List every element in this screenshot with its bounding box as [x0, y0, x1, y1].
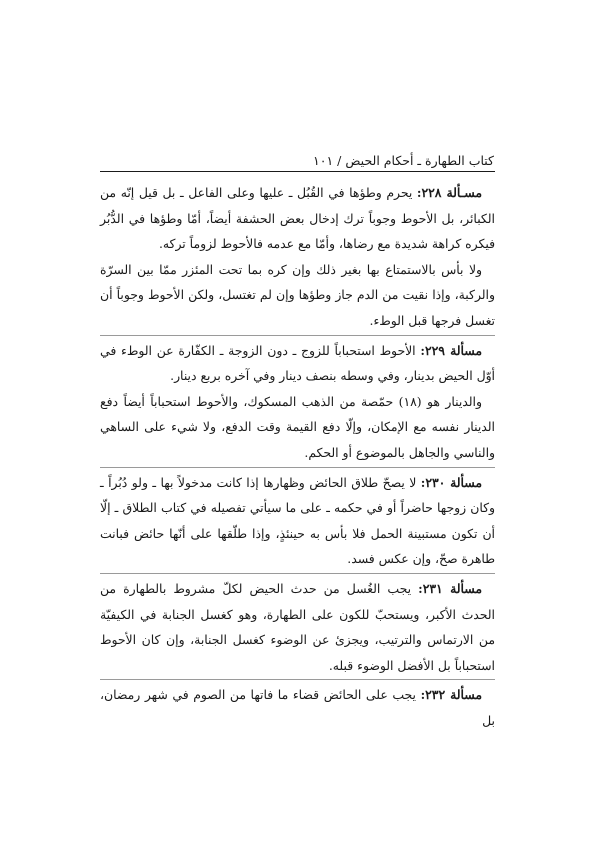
issue-number: مسألة ٢٣١: [418, 580, 482, 596]
issue-228-continuation [100, 257, 495, 334]
issue-231-paragraph [100, 576, 495, 678]
paragraph-text: والدينار هو (١٨) حمّصة من الذهب المسكوك، والأحوط استحباباً أيضاً دفع الدينار نفسه مع الإمكان، وإلّا دفع القيمة وقت الدفع، ولا شيء على الساهي والناسي والجاهل بالموضوع أو الحكم. [100, 393, 495, 460]
paragraph-text: ولا بأس بالاستمتاع بها بغير ذلك وإن كره بما تحت المئزر ممّا بين السرّة والركبة، وإذا نقيت من الدم جاز وطؤها وإن لم تغتسل، ولكن الأحوط وجوباً أن تغسل فرجها قبل الوطء. [100, 261, 495, 328]
issue-number: مسألة ٢٣٢: [420, 687, 482, 703]
issue-230-paragraph [100, 470, 495, 572]
paragraph-text: يحرم وطؤها في القُبُل ـ عليها وعلى الفاعل ـ بل قيل إنّه من الكبائر، بل الأحوط وجوباً ترك إدخال بعض الحشفة أيضاً، أمّا وطؤها في الدُّبُر فيكره كراهة شديدة مع رضاها، وأمّا مع عدمه فالأحوط لزوماً تركه. [100, 185, 495, 252]
issue-divider [100, 679, 495, 680]
header-rule [100, 171, 495, 172]
body-text [100, 180, 495, 733]
issue-228-paragraph [100, 180, 495, 257]
issue-229-paragraph [100, 338, 495, 389]
paragraph-text: يجب على الحائض قضاء ما فاتها من الصوم في شهر رمضان، بل [100, 687, 495, 728]
issue-divider [100, 335, 495, 336]
paragraph-text: يجب الغُسل من حدث الحيض لكلّ مشروط بالطهارة من الحدث الأكبر، ويستحبّ للكون على الطهارة، وهو كغسل الجنابة في الكيفيّة من الارتماس والترتيب، ويجزئ عن الوضوء كغسل الجنابة، وإن كان الأحوط استحباباً بل الأفضل الوضوء قبله. [100, 580, 495, 673]
issue-number: مسـألة ٢٢٨: [416, 185, 482, 200]
issue-229-continuation [100, 389, 495, 466]
issue-232-paragraph [100, 682, 495, 733]
issue-number: مسألة ٢٢٩: [420, 342, 482, 358]
paragraph-text: الأحوط استحباباً للزوج ـ دون الزوجة ـ الكفّارة عن الوطء في أوّل الحيض بدينار، وفي وسطه بنصف دينار وفي آخره بربع دينار. [100, 342, 495, 384]
issue-number: مسألة ٢٣٠: [420, 474, 483, 490]
paragraph-text: لا يصحّ طلاق الحائض وظهارها إذا كانت مدخولاً بها ـ ولو دُبُراً ـ وكان زوجها حاضراً أو في حكمه ـ على ما سيأتي تفصيله في كتاب الطلاق ـ إلّا أن تكون مستبينة الحمل فلا بأس به حينئذٍ، وإذا طلّقها على أنّها حائض فبانت طاهرة صحّ، وإن عكس فسد. [100, 474, 495, 567]
running-head: كتاب الطهارة ـ أحكام الحيض / ١٠١ [313, 153, 494, 168]
issue-divider [100, 467, 495, 468]
issue-divider [100, 573, 495, 574]
